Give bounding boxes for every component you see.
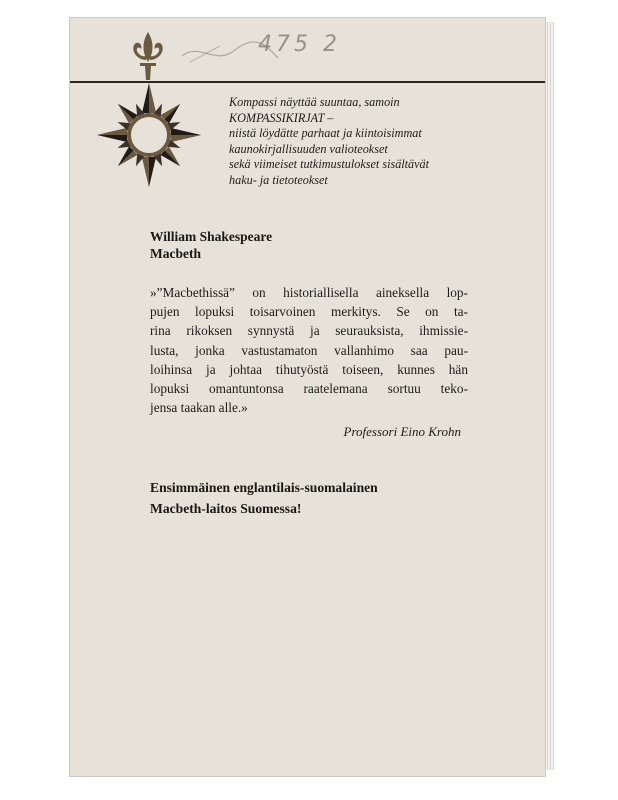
book-heading (150, 228, 272, 262)
blurb-line: haku- ja tietoteokset (229, 172, 328, 187)
quote-line: jensa taakan alle.» (150, 400, 248, 416)
fleur-de-lis-icon (128, 30, 168, 82)
blurb-line: Kompassi näyttää suuntaa, samoin (229, 95, 400, 109)
edition-tagline (150, 478, 378, 519)
tagline-line: Ensimmäinen englantilais-suomalainen (150, 480, 378, 495)
book-title: Macbeth (150, 246, 201, 261)
author-name: William Shakespeare (150, 229, 273, 244)
quote-line: lusta, jonka vastustamaton vallanhimo saa pau- (150, 342, 468, 358)
blurb-line: kaunokirjallisuuden valioteokset (229, 141, 388, 156)
compass-rose-icon (93, 82, 205, 188)
quote-line: »”Macbethissä” on historiallisella aineksella lop- (150, 285, 468, 300)
blurb-line: KOMPASSIKIRJAT – (229, 110, 334, 125)
series-blurb (229, 95, 519, 188)
blurb-line: sekä viimeiset tutkimustulokset sisältävät (229, 157, 430, 171)
tagline-line: Macbeth-laitos Suomessa! (150, 500, 302, 516)
review-quote (150, 283, 468, 417)
quote-line: rina rikoksen synnystä ja seurauksista, ihmissie- (150, 323, 468, 339)
handwritten-note: 475 2 (258, 32, 341, 57)
quote-line: pujen lopuksi toisarvoinen merkitys. Se on ta- (150, 304, 468, 320)
quote-line: lopuksi omantuntonsa raatelemana sortuu teko- (150, 381, 468, 397)
quote-attribution: Professori Eino Krohn (343, 424, 461, 439)
page-edges (545, 22, 554, 770)
blurb-line: niistä löydätte parhaat ja kiintoisimmat (229, 126, 422, 140)
quote-line: loihinsa ja johtaa tihutyöstä toiseen, kunnes hän (150, 361, 468, 377)
